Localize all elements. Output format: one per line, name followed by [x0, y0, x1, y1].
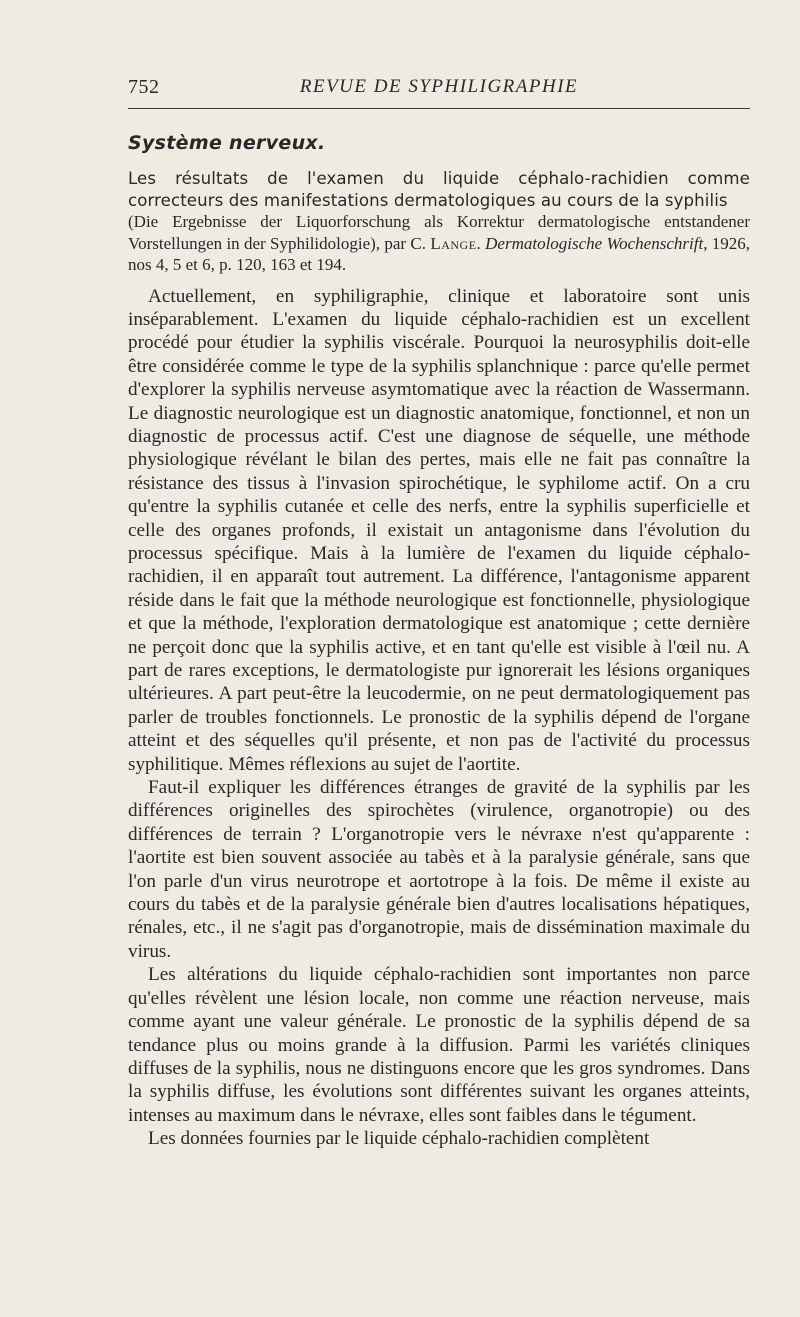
article-citation: [128, 211, 750, 276]
citation-journal: Dermatologische Wochenschrift: [485, 233, 704, 253]
citation-author: Lange: [430, 233, 477, 253]
citation-separator: .: [476, 233, 486, 253]
citation-prefix: (Die Ergebnisse der Liquorforschung als Korrektur dermatologische entstandener Vorstellungen in der Syphilidologie), par C.: [128, 212, 750, 253]
page-number: 752: [128, 76, 160, 98]
section-title: Système nerveux.: [128, 132, 326, 154]
header-rule: [128, 108, 750, 109]
page-header: [128, 72, 750, 102]
body-paragraph: Faut-il expliquer les différences étranges de gravité de la syphilis par les différences originelles des spirochètes (virulence, organotropie) ou des différences de terrain ? L'organotropie vers le névraxe n'est qu'apparente : l'aortite est bien souvent associée au tabès et à la paralysie générale, sans que l'on parle d'un virus neurotrope et aortotrope à la fois. De même il existe au cours du tabès et de la paralysie générale bien d'autres localisations hépatiques, rénales, etc., il ne s'agit pas d'organotropie, mais de dissémination maximale du virus.: [128, 777, 750, 962]
body-paragraph: Les altérations du liquide céphalo-rachidien sont importantes non parce qu'elles révèlent une lésion locale, non comme une réaction nerveuse, mais comme ayant une valeur générale. Le pronostic de la syphilis dépend de sa tendance plus ou moins grande à la diffusion. Parmi les variétés cliniques diffuses de la syphilis, nous ne distinguons encore que les gros syndromes. Dans la syphilis diffuse, les évolutions sont différentes suivant les organes atteints, intenses au maximum dans le névraxe, elles sont faibles dans le tégument.: [128, 964, 750, 1126]
body-paragraph: Actuellement, en syphiligraphie, clinique et laboratoire sont unis inséparablement. L'examen du liquide céphalo-rachidien est un excellent procédé pour étudier la syphilis viscérale. Pourquoi la neurosyphilis doit-elle être considérée comme le type de la syphilis splanchnique : parce qu'elle permet d'explorer la syphilis nerveuse asymtomatique avec la réaction de Wassermann. Le diagnostic neurologique est un diagnostic anatomique, fonctionnel, et non un diagnostic de processus actif. C'est une diagnose de séquelle, une méthode physiologique révélant le bilan des pertes, mais elle ne fait pas connaître la résistance des tissus à l'invasion spirochétique, le syphilome actif. On a cru qu'entre la syphilis cutanée et celle des nerfs, entre la syphilis superficielle et celle des organes profonds, il existait un antagonisme dans l'évolution du processus spécifique. Mais à la lumière de l'examen du liquide céphalo-rachidien, il en apparaît tout autrement. La différence, l'antagonisme apparent réside dans le fait que la méthode neurologique est fonctionnelle, physiologique et que la méthode, l'exploration dermatologique est anatomique ; cette dernière ne perçoit donc que la syphilis active, et en tant qu'elle est visible à l'œil nu. A part de rares exceptions, le dermatologiste pur ignorerait les lésions organiques ultérieures. A part peut-être la leucodermie, on ne peut dermatologiquement pas parler de troubles fonctionnels. Le pronostic de la syphilis dépend de l'organe atteint et des séquelles qu'il présente, et non pas de l'activité du processus syphilitique. Mêmes réflexions au sujet de l'aortite.: [128, 285, 750, 775]
running-title: REVUE DE SYPHILIGRAPHIE: [299, 76, 579, 97]
page-content: [128, 132, 750, 1151]
body-paragraph: Les données fournies par le liquide céphalo-rachidien complètent: [148, 1128, 650, 1150]
citation-suffix: , 1926, nos 4, 5 et 6, p. 120, 163 et 194.: [128, 233, 751, 274]
article-title: Les résultats de l'examen du liquide céphalo-rachidien comme correcteurs des manifestations dermatologiques au cours de la syphilis: [128, 169, 750, 210]
